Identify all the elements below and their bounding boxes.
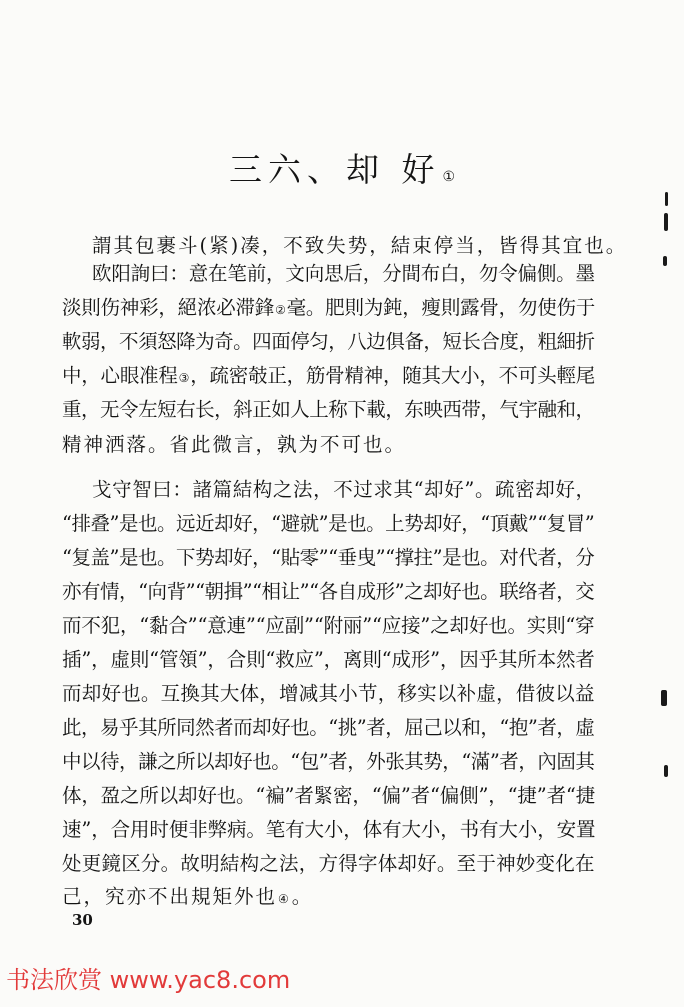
text-segment: “复盖”是也。下势却好，“貼零”“垂曳”“撑拄”是也。对代者，分: [62, 546, 595, 569]
site-watermark: 书法欣赏 www.yac8.com: [6, 966, 291, 994]
text-segment: 精神洒落。省此微言，孰为不可也。: [62, 433, 407, 456]
footnote-marker: ②: [275, 303, 286, 317]
text-line: [92, 262, 595, 286]
text-segment: 插”，虛則“管領”，合則“救应”，离則“成形”，因乎其所本然者: [62, 648, 595, 671]
scan-edge-mark: [661, 690, 667, 706]
text-segment: 軟弱，不須怒降为奇。四面停匀，八边俱备，短长合度，粗細折: [62, 330, 595, 353]
text-segment: 己，究亦不出規矩外也: [62, 885, 278, 908]
text-segment: 速”，合用时便非弊病。笔有大小，体有大小，书有大小，安置: [62, 818, 596, 841]
text-line: [62, 885, 313, 911]
text-segment: 中以待，謙之所以却好也。“包”者，外张其势，“滿”者，內固其: [62, 750, 595, 773]
text-segment: 处更鏡区分。故明結构之法，方得字体却好。至于神妙变化在: [62, 852, 595, 875]
scan-edge-mark: [663, 256, 667, 266]
chapter-title: [0, 150, 684, 197]
text-line: [62, 512, 594, 536]
chapter-title-text: 三六、却 好: [228, 150, 441, 189]
text-line: [62, 330, 595, 354]
text-line: [62, 750, 594, 774]
text-segment: 欧阳詢曰：意在笔前，文向思后，分間布白，勿令偏側。墨: [92, 262, 595, 285]
text-line: [62, 648, 595, 672]
text-segment: 亦有情，“向背”“朝揖”“相让”“各自成形”之却好也。联络者，交: [62, 580, 595, 603]
text-segment: 戈守智曰：諸篇結构之法，不过求其“却好”。疏密却好，: [92, 478, 596, 501]
scan-edge-mark: [664, 765, 668, 777]
text-line: [62, 398, 595, 422]
text-segment: 此，易乎其所同然者而却好也。“挑”者，屈己以和，“抱”者，虛: [62, 716, 595, 739]
text-segment: 而却好也。互換其大体，增减其小节，移实以补虛，借彼以益: [62, 682, 595, 705]
footnote-marker: ③: [178, 371, 190, 385]
text-line: [62, 433, 406, 457]
text-segment: “排叠”是也。远近却好，“避就”是也。上势却好，“頂戴”“复冒”: [62, 512, 595, 535]
text-segment: 淡則伤神彩，絕浓必滞鋒: [62, 296, 275, 319]
footnote-marker: ①: [442, 169, 456, 185]
text-line: [62, 852, 595, 876]
text-line: [62, 546, 594, 570]
text-segment: 毫。肥則为鈍，瘦則露骨，勿使伤于: [286, 296, 596, 319]
text-line: [62, 716, 594, 740]
text-segment: 重，无令左短右长，斜正如人上称下載，东映西带，气宇融和，: [62, 398, 595, 421]
text-line: [62, 296, 595, 322]
text-segment: 。: [291, 885, 314, 908]
text-line: [62, 784, 595, 808]
text-line: [62, 614, 594, 638]
text-segment: 体，盈之所以却好也。“褊”者緊密，“偏”者“偏側”，“捷”者“捷: [62, 784, 596, 807]
text-line: [62, 682, 595, 706]
text-segment: 而不犯，“黏合”“意連”“应副”“附丽”“应接”之却好也。实則“穿: [62, 614, 595, 637]
text-segment: ，疏密攲正，筋骨精神，随其大小，不可头輕尾: [190, 364, 596, 387]
footnote-marker: ④: [278, 892, 291, 906]
text-line: [62, 364, 595, 390]
text-segment: 謂其包裹斗(紧)凑，不致失势，結束停当，皆得其宜也。: [92, 234, 628, 257]
text-segment: 中，心眼准程: [62, 364, 178, 387]
page-number: 30: [72, 911, 93, 929]
scan-edge-mark: [664, 213, 668, 231]
text-line: [62, 580, 594, 604]
text-line: [92, 234, 627, 258]
text-line: [92, 478, 596, 502]
text-line: [62, 818, 595, 842]
scan-edge-mark: [665, 192, 668, 206]
